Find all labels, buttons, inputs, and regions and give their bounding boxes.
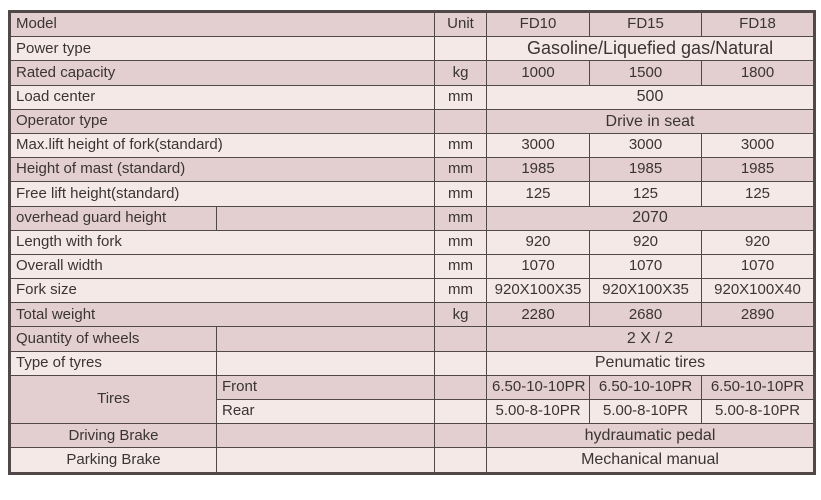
- value-cell: 1000: [487, 61, 590, 85]
- value-merged: 2070: [487, 206, 815, 230]
- row-tires-front: [10, 375, 815, 399]
- value-cell: 1985: [590, 158, 702, 182]
- unit-cell: [435, 37, 487, 61]
- row-label: Front: [217, 375, 435, 399]
- unit-cell: mm: [435, 206, 487, 230]
- row-rated-capacity: [10, 61, 815, 85]
- unit-cell: [435, 375, 487, 399]
- spec-table-body: [10, 12, 815, 474]
- unit-cell: [435, 400, 487, 424]
- value-cell: 6.50-10-10PR: [487, 375, 590, 399]
- value-cell: 2280: [487, 303, 590, 327]
- value-cell: 920: [702, 230, 815, 254]
- model-name-fd18: FD18: [702, 12, 815, 37]
- row-label: Type of tyres: [10, 351, 217, 375]
- row-label: Length with fork: [10, 230, 435, 254]
- value-merged: hydraumatic pedal: [487, 424, 815, 448]
- row-label: Free lift height(standard): [10, 182, 435, 206]
- value-merged: Gasoline/Liquefied gas/Natural: [487, 37, 815, 61]
- value-cell: 1070: [590, 254, 702, 278]
- row-label: Total weight: [10, 303, 435, 327]
- model-name-fd15: FD15: [590, 12, 702, 37]
- unit-cell: mm: [435, 133, 487, 157]
- row-overall-width: [10, 254, 815, 278]
- spec-table: [8, 10, 816, 475]
- value-cell: 3000: [487, 133, 590, 157]
- value-cell: 3000: [590, 133, 702, 157]
- row-label: overhead guard height: [10, 206, 217, 230]
- row-mast-height: [10, 158, 815, 182]
- row-label: Driving Brake: [10, 424, 217, 448]
- row-label: Fork size: [10, 279, 435, 303]
- row-fork-size: [10, 279, 815, 303]
- header-row: [10, 12, 815, 37]
- value-cell: 920X100X40: [702, 279, 815, 303]
- value-cell: 1985: [487, 158, 590, 182]
- row-operator-type: [10, 109, 815, 133]
- row-label-secondary: [217, 424, 435, 448]
- row-label: Operator type: [10, 109, 435, 133]
- unit-cell: mm: [435, 158, 487, 182]
- value-cell: 1985: [702, 158, 815, 182]
- value-cell: 3000: [702, 133, 815, 157]
- row-label: Rated capacity: [10, 61, 435, 85]
- row-total-weight: [10, 303, 815, 327]
- row-label-secondary: [217, 448, 435, 473]
- row-type-of-tyres: [10, 351, 815, 375]
- unit-cell: [435, 448, 487, 473]
- value-merged: Mechanical manual: [487, 448, 815, 473]
- row-label: Rear: [217, 400, 435, 424]
- value-merged: Drive in seat: [487, 109, 815, 133]
- unit-cell: [435, 327, 487, 351]
- value-cell: 6.50-10-10PR: [702, 375, 815, 399]
- value-merged: Penumatic tires: [487, 351, 815, 375]
- value-cell: 1500: [590, 61, 702, 85]
- value-cell: 5.00-8-10PR: [590, 400, 702, 424]
- value-cell: 1070: [702, 254, 815, 278]
- model-name-fd10: FD10: [487, 12, 590, 37]
- unit-cell: mm: [435, 182, 487, 206]
- value-cell: 1070: [487, 254, 590, 278]
- unit-cell: [435, 351, 487, 375]
- value-cell: 920X100X35: [487, 279, 590, 303]
- row-load-center: [10, 85, 815, 109]
- value-cell: 125: [487, 182, 590, 206]
- value-cell: 2890: [702, 303, 815, 327]
- value-cell: 2680: [590, 303, 702, 327]
- value-cell: 5.00-8-10PR: [487, 400, 590, 424]
- value-cell: 5.00-8-10PR: [702, 400, 815, 424]
- model-header-label: Model: [10, 12, 435, 37]
- row-overhead-guard-height: [10, 206, 815, 230]
- row-label: Quantity of wheels: [10, 327, 217, 351]
- row-parking-brake: [10, 448, 815, 473]
- row-label: Max.lift height of fork(standard): [10, 133, 435, 157]
- value-cell: 920: [590, 230, 702, 254]
- value-merged: 2 X / 2: [487, 327, 815, 351]
- row-label-secondary: [217, 327, 435, 351]
- row-power-type: [10, 37, 815, 61]
- unit-cell: kg: [435, 303, 487, 327]
- value-cell: 125: [590, 182, 702, 206]
- value-cell: 920X100X35: [590, 279, 702, 303]
- row-label: Load center: [10, 85, 435, 109]
- row-label: Overall width: [10, 254, 435, 278]
- row-free-lift-height: [10, 182, 815, 206]
- row-max-lift-height: [10, 133, 815, 157]
- unit-header-label: Unit: [435, 12, 487, 37]
- row-length-with-fork: [10, 230, 815, 254]
- unit-cell: mm: [435, 254, 487, 278]
- row-label-secondary: [217, 351, 435, 375]
- value-cell: 1800: [702, 61, 815, 85]
- row-label: Parking Brake: [10, 448, 217, 473]
- row-driving-brake: [10, 424, 815, 448]
- unit-cell: mm: [435, 85, 487, 109]
- value-cell: 125: [702, 182, 815, 206]
- unit-cell: kg: [435, 61, 487, 85]
- row-label: Power type: [10, 37, 435, 61]
- unit-cell: [435, 109, 487, 133]
- unit-cell: mm: [435, 230, 487, 254]
- row-quantity-of-wheels: [10, 327, 815, 351]
- tires-group-label: Tires: [10, 375, 217, 423]
- value-cell: 920: [487, 230, 590, 254]
- unit-cell: mm: [435, 279, 487, 303]
- value-cell: 6.50-10-10PR: [590, 375, 702, 399]
- row-label: Height of mast (standard): [10, 158, 435, 182]
- row-label-secondary: [217, 206, 435, 230]
- unit-cell: [435, 424, 487, 448]
- value-merged: 500: [487, 85, 815, 109]
